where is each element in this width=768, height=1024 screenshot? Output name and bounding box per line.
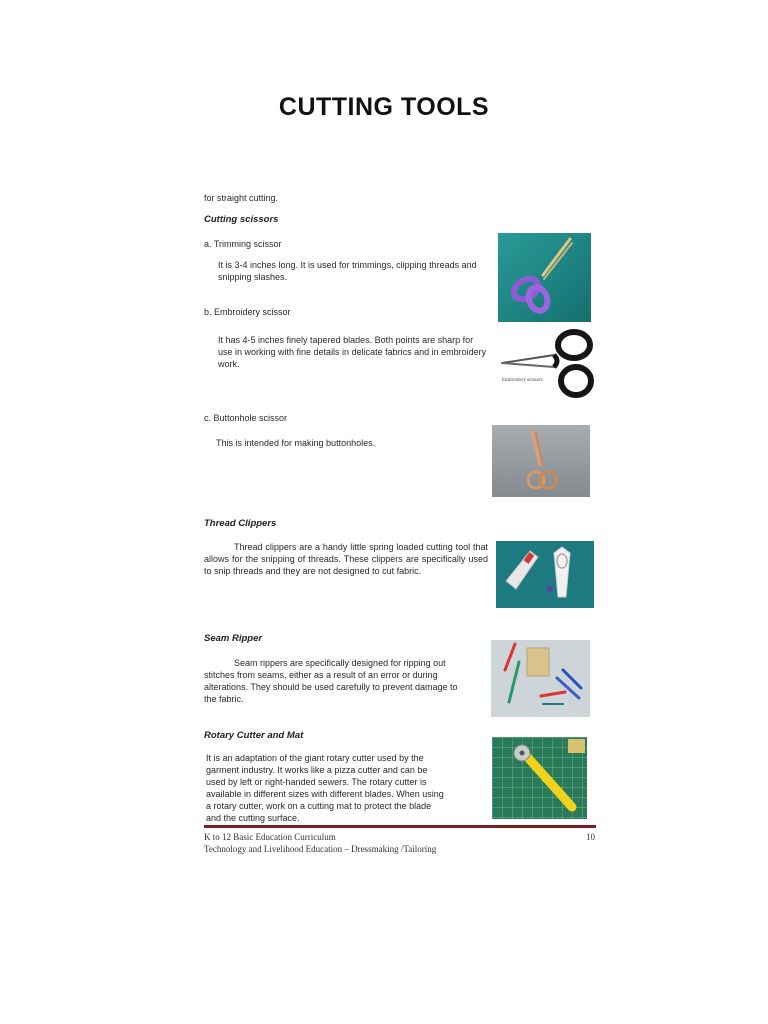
buttonhole-scissor-image <box>492 425 590 497</box>
cutting-scissors-heading: Cutting scissors <box>204 214 279 225</box>
thread-clippers-image <box>496 541 594 608</box>
embroidery-scissor-caption: Embroidery scissors <box>502 378 543 383</box>
intro-text: for straight cutting. <box>204 193 279 203</box>
seam-ripper-text: Seam rippers are specifically designed for ripping out stitches from seams, either as a result of an error or during alterations. They should be used carefully to prevent damage to the fabric. <box>204 658 458 704</box>
page-title: CUTTING TOOLS <box>278 93 490 121</box>
footer-rule <box>204 825 596 828</box>
trimming-scissor-text: It is 3-4 inches long. It is used for trimmings, clipping threads and snipping slashes. <box>218 260 477 282</box>
thread-clippers-text: Thread clippers are a handy little spring loaded cutting tool that allows for the snipping of threads. These clippers are specifically used to snip threads and they are not designed to cut fabric. <box>204 542 488 576</box>
thread-clippers-heading: Thread Clippers <box>204 518 277 529</box>
embroidery-scissor-image <box>498 325 598 405</box>
buttonhole-scissor-label: c. Buttonhole scissor <box>204 413 288 423</box>
rotary-cutter-image <box>492 737 587 819</box>
footer-subject: Technology and Livelihood Education – Dressmaking /Tailoring <box>204 844 437 854</box>
embroidery-scissor-label: b. Embroidery scissor <box>204 307 291 317</box>
seam-ripper-heading: Seam Ripper <box>204 633 263 644</box>
trimming-scissor-image <box>498 233 591 322</box>
trimming-scissor-label: a. Trimming scissor <box>204 239 282 249</box>
footer-curriculum: K to 12 Basic Education Curriculum <box>204 832 336 842</box>
embroidery-scissor-text: It has 4-5 inches finely tapered blades. Both points are sharp for use in working with fine details in delicate fabrics and in embroidery work. <box>218 335 487 369</box>
rotary-cutter-text: It is an adaptation of the giant rotary cutter used by the garment industry. It works like a pizza cutter and can be used by left or right-handed sewers. The rotary cutter is available in different sizes with different blades. When using a rotary cutter, work on a cutting mat to protect the blade and the cutting surface. <box>206 753 444 823</box>
seam-ripper-image <box>491 640 590 717</box>
rotary-cutter-heading: Rotary Cutter and Mat <box>204 730 304 741</box>
buttonhole-scissor-text: This is intended for making buttonholes. <box>216 438 376 448</box>
page-number: 10 <box>586 832 595 842</box>
